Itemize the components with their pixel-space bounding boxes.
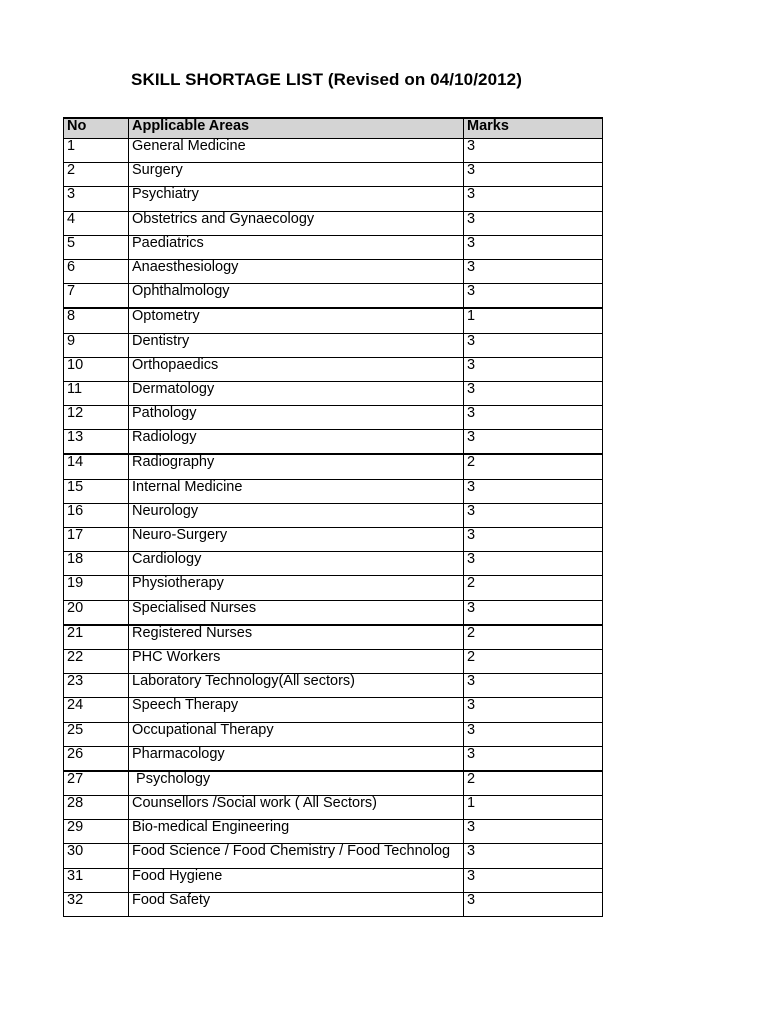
cell-applicable-area: Psychology [129, 771, 464, 796]
cell-applicable-area: Ophthalmology [129, 284, 464, 309]
cell-marks: 3 [464, 844, 603, 868]
cell-marks: 1 [464, 796, 603, 820]
cell-marks: 3 [464, 284, 603, 309]
table-row [64, 625, 603, 650]
table-row [64, 308, 603, 333]
table-row [64, 163, 603, 187]
cell-no: 27 [64, 771, 129, 796]
cell-applicable-area: Neurology [129, 503, 464, 527]
cell-marks: 3 [464, 187, 603, 211]
cell-applicable-area: Laboratory Technology(All sectors) [129, 674, 464, 698]
cell-no: 12 [64, 406, 129, 430]
cell-applicable-area: Food Hygiene [129, 868, 464, 892]
cell-no: 29 [64, 820, 129, 844]
cell-marks: 3 [464, 139, 603, 163]
table-row [64, 406, 603, 430]
cell-no: 20 [64, 600, 129, 625]
cell-marks: 3 [464, 820, 603, 844]
cell-applicable-area: Specialised Nurses [129, 600, 464, 625]
cell-no: 13 [64, 430, 129, 455]
cell-no: 2 [64, 163, 129, 187]
cell-marks: 3 [464, 163, 603, 187]
cell-no: 9 [64, 333, 129, 357]
cell-no: 3 [64, 187, 129, 211]
table-row [64, 479, 603, 503]
cell-applicable-area: Orthopaedics [129, 357, 464, 381]
cell-no: 7 [64, 284, 129, 309]
cell-marks: 3 [464, 746, 603, 771]
cell-applicable-area: Cardiology [129, 552, 464, 576]
table-row [64, 674, 603, 698]
cell-marks: 3 [464, 600, 603, 625]
cell-no: 28 [64, 796, 129, 820]
table-row [64, 844, 603, 868]
column-header-no: No [64, 118, 129, 139]
cell-no: 4 [64, 211, 129, 235]
cell-no: 25 [64, 722, 129, 746]
table-row [64, 796, 603, 820]
table-row [64, 235, 603, 259]
table-row [64, 333, 603, 357]
cell-marks: 2 [464, 454, 603, 479]
table-row [64, 722, 603, 746]
cell-applicable-area: Paediatrics [129, 235, 464, 259]
table-row [64, 552, 603, 576]
cell-no: 18 [64, 552, 129, 576]
cell-marks: 3 [464, 479, 603, 503]
table-row [64, 187, 603, 211]
table-row [64, 600, 603, 625]
cell-applicable-area: Internal Medicine [129, 479, 464, 503]
cell-applicable-area: Anaesthesiology [129, 259, 464, 283]
cell-applicable-area: Physiotherapy [129, 576, 464, 600]
cell-no: 11 [64, 381, 129, 405]
cell-marks: 3 [464, 406, 603, 430]
cell-no: 14 [64, 454, 129, 479]
table-row [64, 528, 603, 552]
table-header-row [64, 118, 603, 139]
cell-marks: 3 [464, 259, 603, 283]
table-row [64, 454, 603, 479]
cell-no: 21 [64, 625, 129, 650]
cell-no: 30 [64, 844, 129, 868]
cell-applicable-area: Registered Nurses [129, 625, 464, 650]
cell-no: 26 [64, 746, 129, 771]
cell-marks: 3 [464, 552, 603, 576]
cell-no: 8 [64, 308, 129, 333]
cell-no: 32 [64, 892, 129, 916]
table-row [64, 771, 603, 796]
cell-applicable-area: Speech Therapy [129, 698, 464, 722]
cell-applicable-area: Food Science / Food Chemistry / Food Technolog [129, 844, 464, 868]
cell-no: 16 [64, 503, 129, 527]
cell-no: 23 [64, 674, 129, 698]
cell-applicable-area: Neuro-Surgery [129, 528, 464, 552]
cell-marks: 2 [464, 625, 603, 650]
cell-no: 10 [64, 357, 129, 381]
table-row [64, 381, 603, 405]
cell-applicable-area: Pharmacology [129, 746, 464, 771]
column-header-marks: Marks [464, 118, 603, 139]
cell-no: 1 [64, 139, 129, 163]
cell-marks: 2 [464, 576, 603, 600]
cell-marks: 3 [464, 722, 603, 746]
table-row [64, 430, 603, 455]
table-row [64, 698, 603, 722]
cell-marks: 3 [464, 211, 603, 235]
cell-applicable-area: Radiology [129, 430, 464, 455]
cell-applicable-area: Bio-medical Engineering [129, 820, 464, 844]
cell-applicable-area: Radiography [129, 454, 464, 479]
cell-applicable-area: Counsellors /Social work ( All Sectors) [129, 796, 464, 820]
cell-no: 6 [64, 259, 129, 283]
cell-no: 22 [64, 649, 129, 673]
cell-marks: 3 [464, 528, 603, 552]
table-row [64, 649, 603, 673]
cell-applicable-area: Optometry [129, 308, 464, 333]
cell-marks: 3 [464, 503, 603, 527]
cell-marks: 3 [464, 430, 603, 455]
cell-no: 19 [64, 576, 129, 600]
table-row [64, 868, 603, 892]
cell-marks: 3 [464, 357, 603, 381]
table-row [64, 576, 603, 600]
table-row [64, 820, 603, 844]
cell-no: 31 [64, 868, 129, 892]
cell-no: 5 [64, 235, 129, 259]
cell-marks: 3 [464, 868, 603, 892]
cell-applicable-area: Food Safety [129, 892, 464, 916]
cell-marks: 3 [464, 333, 603, 357]
cell-applicable-area: Psychiatry [129, 187, 464, 211]
cell-marks: 3 [464, 235, 603, 259]
cell-applicable-area: Pathology [129, 406, 464, 430]
table-row [64, 139, 603, 163]
table-body [64, 139, 603, 917]
cell-applicable-area: Surgery [129, 163, 464, 187]
cell-marks: 2 [464, 649, 603, 673]
table-row [64, 892, 603, 916]
cell-marks: 2 [464, 771, 603, 796]
cell-applicable-area: PHC Workers [129, 649, 464, 673]
cell-no: 24 [64, 698, 129, 722]
cell-marks: 1 [464, 308, 603, 333]
table-row [64, 746, 603, 771]
cell-marks: 3 [464, 674, 603, 698]
table-row [64, 211, 603, 235]
column-header-applicable-areas: Applicable Areas [129, 118, 464, 139]
page-title: SKILL SHORTAGE LIST (Revised on 04/10/2012) [131, 70, 522, 89]
cell-applicable-area: General Medicine [129, 139, 464, 163]
cell-applicable-area: Dermatology [129, 381, 464, 405]
cell-applicable-area: Occupational Therapy [129, 722, 464, 746]
skill-shortage-table [63, 117, 603, 917]
table-row [64, 503, 603, 527]
table-row [64, 284, 603, 309]
cell-marks: 3 [464, 892, 603, 916]
table-row [64, 259, 603, 283]
cell-no: 15 [64, 479, 129, 503]
table-row [64, 357, 603, 381]
cell-marks: 3 [464, 698, 603, 722]
cell-marks: 3 [464, 381, 603, 405]
cell-applicable-area: Obstetrics and Gynaecology [129, 211, 464, 235]
cell-no: 17 [64, 528, 129, 552]
cell-applicable-area: Dentistry [129, 333, 464, 357]
